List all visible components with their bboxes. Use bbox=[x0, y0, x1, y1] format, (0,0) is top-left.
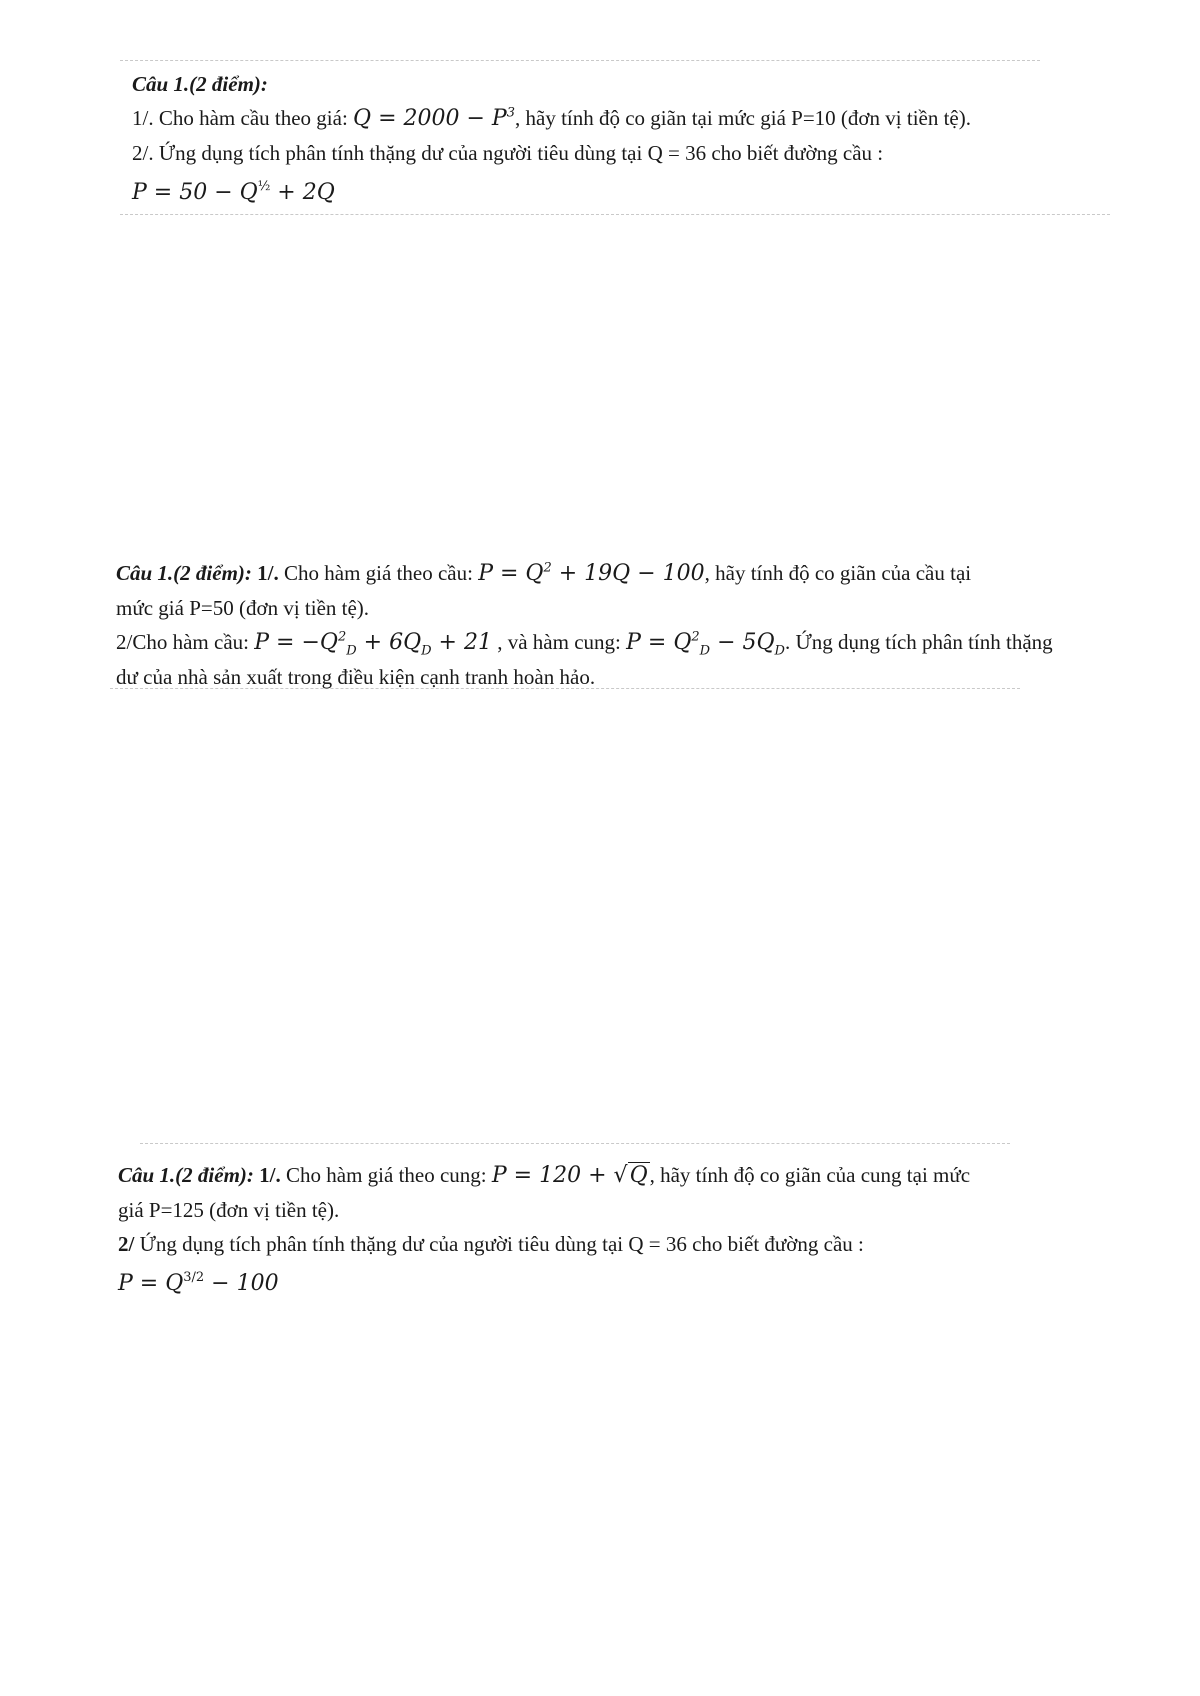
price-demand-formula: $P = Q^2 + 19Q - 100$ bbox=[478, 560, 705, 586]
question-2-title: Câu 1.(2 điểm): bbox=[116, 561, 252, 585]
demand-formula: $P = -Q^2_D + 6Q_D + 21$ bbox=[254, 629, 492, 659]
question-1-part-1 bbox=[132, 101, 971, 136]
question-3 bbox=[118, 1158, 970, 1301]
question-1-part-1-intro: 1/. Cho hàm cầu theo giá: bbox=[132, 106, 348, 130]
question-3-title: Câu 1.(2 điểm): bbox=[118, 1163, 254, 1187]
sqrt-icon: √ bbox=[613, 1163, 628, 1188]
question-1-title: Câu 1.(2 điểm): bbox=[132, 72, 268, 96]
question-3-part-2: 2/ Ứng dụng tích phân tính thặng dư của người tiêu dùng tại Q = 36 cho biết đường cầu : bbox=[118, 1232, 864, 1256]
scan-rule-q1-bottom bbox=[120, 214, 1110, 215]
question-2-part-2-cont: dư của nhà sản xuất trong điều kiện cạnh tranh hoàn hảo. bbox=[116, 665, 596, 689]
demand-curve-formula: $P = 50 - Q^{\frac{1}{2}} + 2Q$ bbox=[132, 179, 335, 205]
scan-rule-q3-top bbox=[140, 1143, 1010, 1144]
price-supply-formula: P = 120 + √Q bbox=[491, 1163, 648, 1188]
question-1-part-1-task: , hãy tính độ co giãn tại mức giá P=10 (đơn vị tiền tệ). bbox=[515, 106, 971, 130]
demand-function-formula: $Q = 2000 - P^3$ bbox=[353, 105, 515, 131]
question-2 bbox=[116, 556, 1053, 694]
question-3-part-1-cont: giá P=125 (đơn vị tiền tệ). bbox=[118, 1198, 340, 1222]
question-1-part-2: 2/. Ứng dụng tích phân tính thặng dư của người tiêu dùng tại Q = 36 cho biết đường cầu : bbox=[132, 141, 884, 165]
supply-formula: $P = Q^2_D - 5Q_D$ bbox=[626, 629, 785, 659]
question-2-part-1: Câu 1.(2 điểm): 1/. Cho hàm giá theo cầu: $P = Q^2 + 19Q - 100$, hãy tính độ co giãn của cầu tại bbox=[116, 560, 972, 586]
question-2-part-1-cont: mức giá P=50 (đơn vị tiền tệ). bbox=[116, 596, 370, 620]
question-3-part-1-label: 1/. bbox=[253, 1163, 281, 1187]
question-2-part-1-label: 1/. bbox=[251, 561, 279, 585]
demand-curve-formula-q3: $P = Q^{3/2} - 100$ bbox=[118, 1270, 279, 1296]
question-3-part-2-label: 2/ bbox=[118, 1232, 135, 1256]
question-3-part-1: Câu 1.(2 điểm): 1/. Cho hàm giá theo cung: P = 120 + √Q, hãy tính độ co giãn của cung tại mức bbox=[118, 1163, 971, 1188]
scan-rule-top bbox=[120, 60, 1040, 61]
question-2-part-2: 2/Cho hàm cầu: $P = -Q^2_D + 6Q_D + 21$ , và hàm cung: $P = Q^2_D - 5Q_D$. Ứng dụng tích phân tính thặng bbox=[116, 629, 1053, 659]
question-1 bbox=[132, 67, 971, 210]
